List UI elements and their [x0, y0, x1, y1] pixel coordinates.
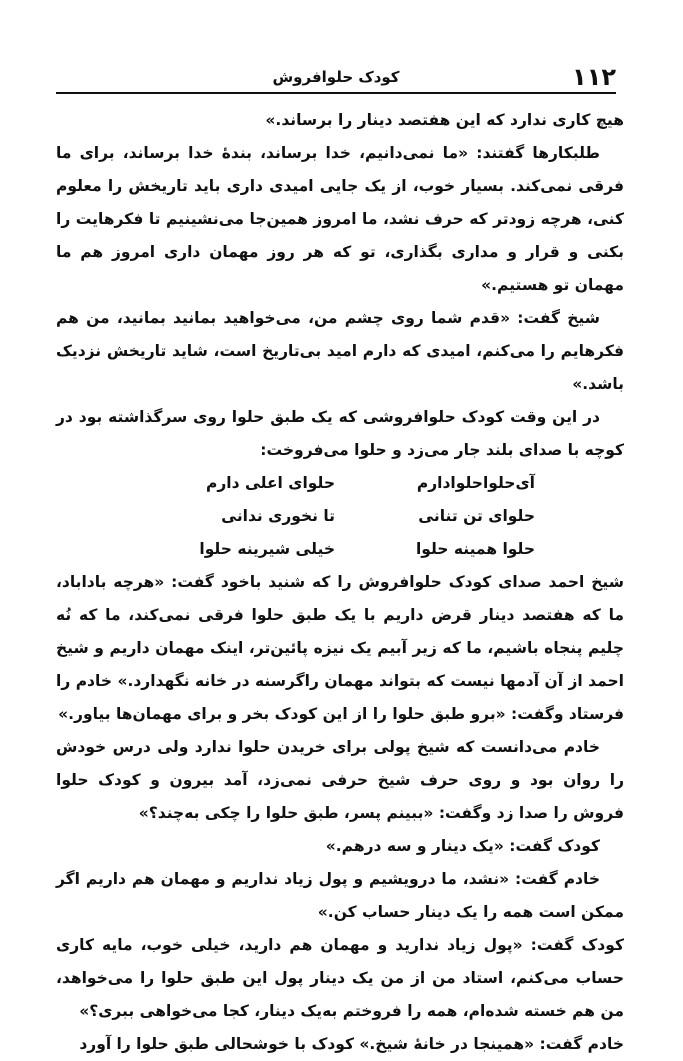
paragraph: شیخ احمد صدای کودک حلوافروش را که شنید باخود گفت: «هرچه باداباد، ما که هفتصد دینار قرض داریم با یک طبق حلوا فرقی نمی‌کند، ما که نُه چلیم پنجاه باشیم، ما که زیر آبیم یک نیزه پائین‌تر، اینک مهمان داریم و شیخ احمد از آن آدمها نیست که بتواند مهمان راگرسنه در خانه نگهدارد.» خادم را فرستاد وگفت: «برو طبق حلوا را از این کودک بخر و برای مهمان‌ها بیاور.» — [56, 573, 624, 723]
paragraph: کودک گفت: «یک دینار و سه درهم.» — [325, 837, 600, 855]
paragraph: خادم گفت: «نشد، ما درویشیم و پول زیاد نداریم و مهمان هم داریم اگر ممکن است همه را یک دینار حساب کن.» — [56, 870, 624, 921]
page-header — [56, 62, 616, 92]
header-rule — [56, 92, 616, 94]
verse-hemistich: آی‌حلواحلوادارم — [416, 474, 535, 492]
verse-hemistich: حلوای تن تنانی — [418, 507, 535, 525]
paragraph: خادم گفت: «همینجا در خانهٔ شیخ.» کودک با خوشحالی طبق حلوا را آورد — [79, 1035, 624, 1053]
paragraph: طلبکارها گفتند: «ما نمی‌دانیم، خدا برساند، بندهٔ خدا برساند، برای ما فرقی نمی‌کند. بسیار خوب، از یک جایی امیدی داری باید تاریخش را معلوم کنی، هرچه زودتر که حرف نشد، ما امروز همین‌جا می‌نشینیم تا فکرهایت را بکنی و قرار و مداری بگذاری، تو که هر روز مهمان داری امروز هم ما مهمان تو هستیم.» — [56, 144, 624, 294]
page-number: ۱۱۲ — [572, 63, 616, 91]
paragraph: شیخ گفت: «قدم شما روی چشم من، می‌خواهید بمانید بمانید، من هم فکرهایم را می‌کنم، امیدی که دارم امید بی‌تاریخ است، شاید تاریخش نزدیک باشد.» — [56, 309, 624, 393]
paragraph: خادم می‌دانست که شیخ پولی برای خریدن حلوا ندارد ولی درس خودش را روان بود و روی حرف شیخ حرفی نمی‌زد، آمد بیرون و کودک حلوا فروش را صدا زد وگفت: «ببینم پسر، طبق حلوا را چکی به‌چند؟» — [56, 738, 624, 822]
page-body — [56, 104, 624, 1061]
verse-hemistich: تا نخوری ندانی — [221, 507, 335, 525]
paragraph: هیچ کاری ندارد که این هفتصد دینار را برساند.» — [265, 111, 624, 129]
verse-block — [56, 467, 624, 566]
paragraph: کودک گفت: «پول زیاد ندارید و مهمان هم دارید، خیلی خوب، مایه کاری حساب می‌کنم، استاد من از من یک دینار پول این طبق حلوا را می‌خواهد، من هم خسته شده‌ام، همه را فروختم به‌یک دینار، کجا می‌خواهی ببری؟» — [56, 936, 624, 1020]
verse-hemistich: حلوای اعلی دارم — [206, 474, 335, 492]
verse-hemistich: حلوا همینه حلوا — [415, 540, 535, 558]
paragraph: در این وقت کودک حلوافروشی که یک طبق حلوا روی سرگذاشته بود در کوچه با صدای بلند جار می‌زد و حلوا می‌فروخت: — [56, 408, 624, 459]
running-title: کودک حلوافروش — [272, 68, 400, 86]
verse-hemistich: خیلی شیرینه حلوا — [199, 540, 335, 558]
